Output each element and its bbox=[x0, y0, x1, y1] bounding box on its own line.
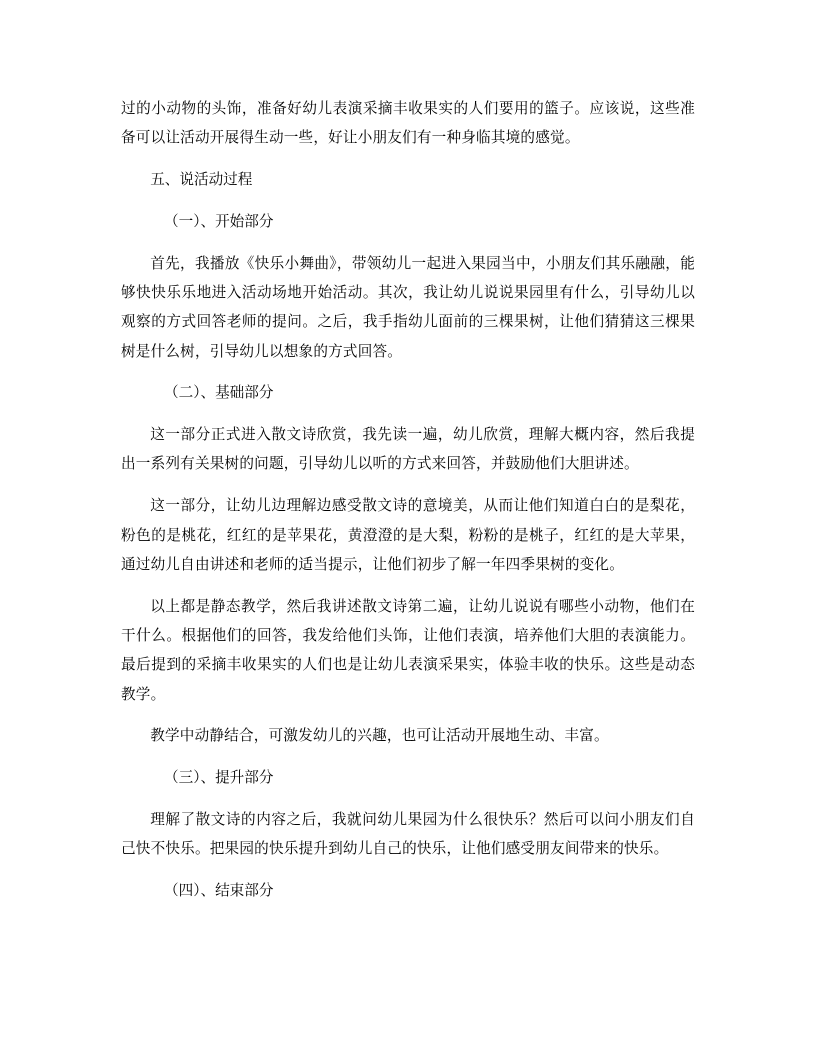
subheading-ending: （四）、结束部分 bbox=[164, 882, 274, 900]
subheading-basic: （二）、基础部分 bbox=[164, 384, 274, 402]
paragraph-basic-2: 这一部分，让幼儿边理解边感受散文诗的意境美，从而让他们知道白白的是梨花，粉色的是桃花，红红的是苹果花，黄澄澄的是大梨，粉粉的是桃子，红红的是大苹果，通过幼儿自由讲述和老师的适当提示，让他们初步了解一年四季果树的变化。 bbox=[121, 497, 695, 573]
subheading-opening: （一）、开始部分 bbox=[164, 212, 274, 230]
subheading-elevation: （三）、提升部分 bbox=[164, 769, 274, 787]
section-heading-activity-process: 五、说活动过程 bbox=[150, 171, 253, 189]
paragraph-basic-4: 教学中动静结合，可激发幼儿的兴趣，也可让活动开展地生动、丰富。 bbox=[150, 727, 609, 745]
paragraph-basic-3: 以上都是静态教学，然后我讲述散文诗第二遍，让幼儿说说有哪些小动物，他们在干什么。根据他们的回答，我发给他们头饰，让他们表演，培养他们大胆的表演能力。最后提到的采摘丰收果实的人们也是让幼儿表演采果实，体验丰收的快乐。这些是动态教学。 bbox=[121, 597, 695, 703]
paragraph-preparation: 过的小动物的头饰，准备好幼儿表演采摘丰收果实的人们要用的篮子。应该说，这些准备可以让活动开展得生动一些，好让小朋友们有一种身临其境的感觉。 bbox=[121, 100, 695, 147]
paragraph-basic-1: 这一部分正式进入散文诗欣赏，我先读一遍，幼儿欣赏，理解大概内容，然后我提出一系列有关果树的问题，引导幼儿以听的方式来回答，并鼓励他们大胆讲述。 bbox=[121, 426, 695, 473]
paragraph-opening: 首先，我播放《快乐小舞曲》，带领幼儿一起进入果园当中，小朋友们其乐融融，能够快快乐乐地进入活动场地开始活动。其次，我让幼儿说说果园里有什么，引导幼儿以观察的方式回答老师的提问。之后，我手指幼儿面前的三棵果树，让他们猜猜这三棵果树是什么树，引导幼儿以想象的方式回答。 bbox=[121, 254, 695, 360]
document-body bbox=[121, 94, 695, 918]
paragraph-elevation: 理解了散文诗的内容之后，我就问幼儿果园为什么很快乐？然后可以问小朋友们自己快不快乐。把果园的快乐提升到幼儿自己的快乐，让他们感受朋友间带来的快乐。 bbox=[121, 810, 695, 858]
